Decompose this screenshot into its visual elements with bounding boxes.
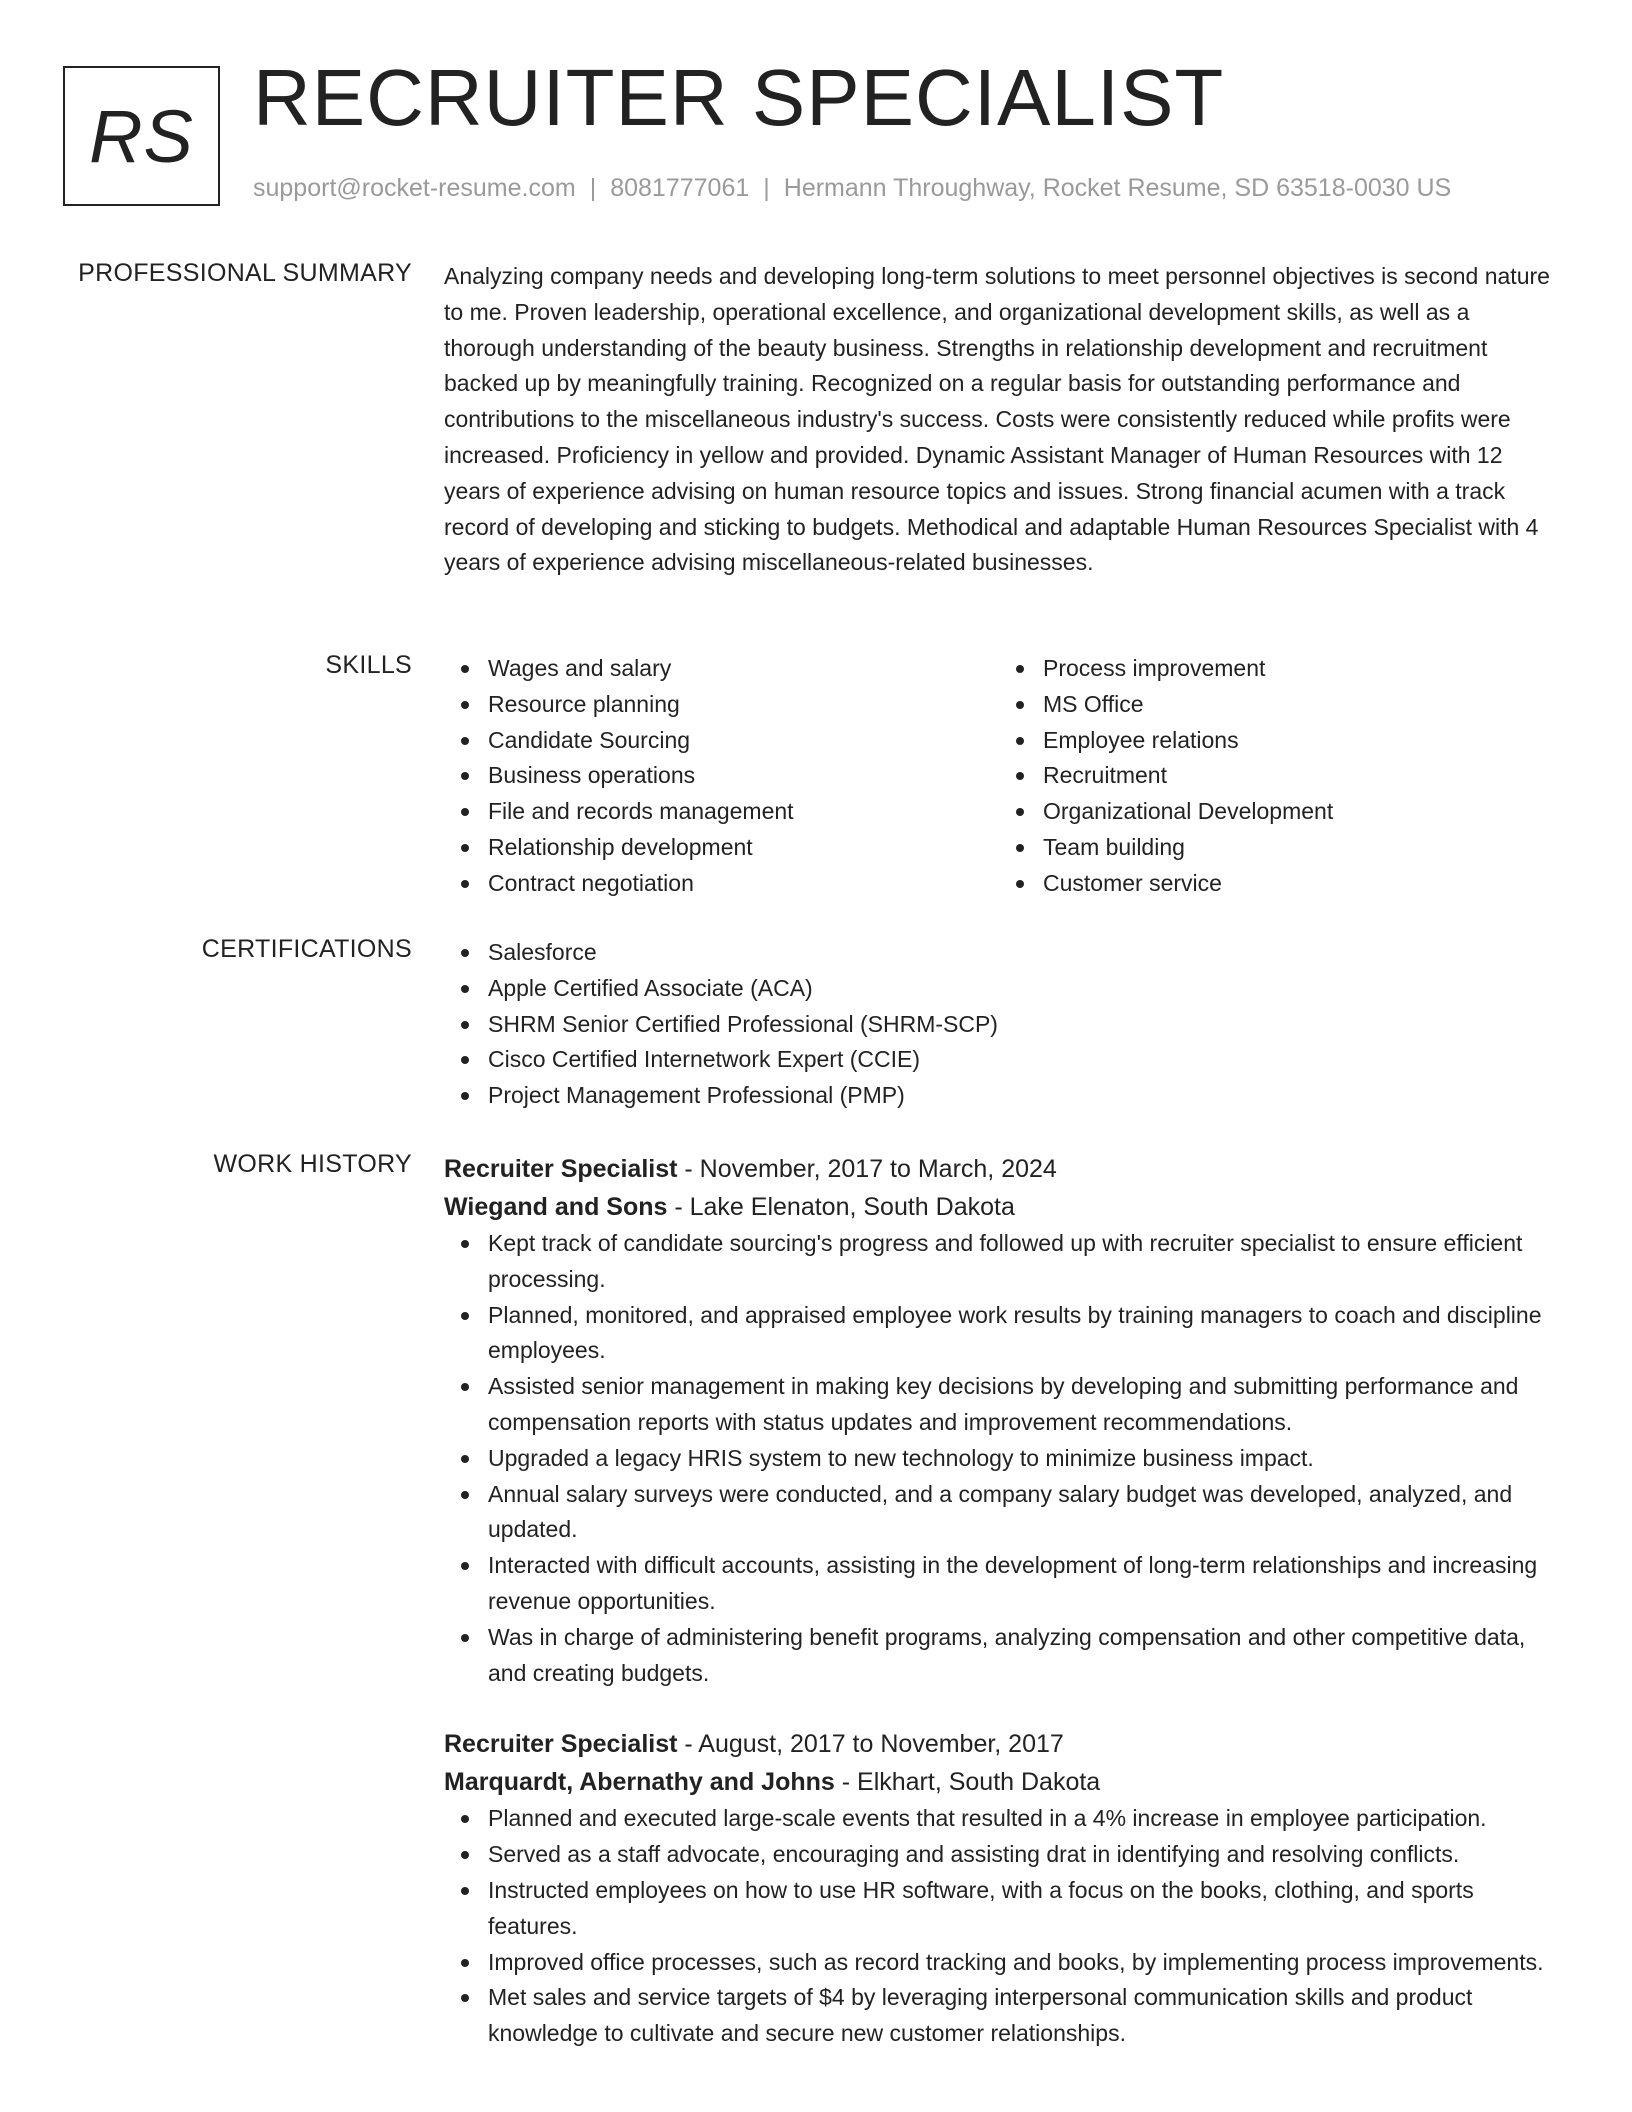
skills-columns [444,651,1554,902]
job-title: Recruiter Specialist [444,1730,678,1759]
certifications-heading: CERTIFICATIONS [201,935,412,963]
job-duty: Instructed employees on how to use HR software, with a focus on the books, clothing, and sports features. [488,1873,1554,1945]
candidate-name: RECRUITER SPECIALIST [253,53,1225,142]
skill-item: Recruitment [1043,758,1554,794]
certification-item: Project Management Professional (PMP) [488,1078,1554,1114]
job-entry [444,1725,1554,2052]
job-dates: - August, 2017 to November, 2017 [677,1730,1064,1759]
summary-heading: PROFESSIONAL SUMMARY [78,259,412,287]
job-company-line [444,1188,1554,1226]
certification-item: Cisco Certified Internetwork Expert (CCIE) [488,1042,1554,1078]
certifications-list [444,935,1554,1114]
job-company: Wiegand and Sons [444,1193,668,1221]
job-location: - Lake Elenaton, South Dakota [667,1193,1015,1221]
contact-line [253,174,1451,203]
skills-list-left [444,651,999,902]
job-duty: Upgraded a legacy HRIS system to new technology to minimize business impact. [488,1441,1554,1477]
work-history-heading: WORK HISTORY [213,1150,412,1178]
skill-item: MS Office [1043,687,1554,723]
contact-separator: | [763,174,770,202]
contact-address: Hermann Throughway, Rocket Resume, SD 63518-0030 US [783,174,1452,202]
job-duties-list [444,1801,1554,2052]
job-company-line [444,1763,1554,1801]
skills-list-right [999,651,1554,902]
skill-item: Organizational Development [1043,794,1554,830]
skill-item: Employee relations [1043,723,1554,759]
job-duty: Planned and executed large-scale events that resulted in a 4% increase in employee participation. [488,1801,1554,1837]
skills-heading: SKILLS [325,651,412,679]
job-duty: Annual salary surveys were conducted, and a company salary budget was developed, analyzed, and updated. [488,1477,1554,1549]
skill-item: Resource planning [488,687,999,723]
skill-item: Customer service [1043,866,1554,902]
job-duty: Kept track of candidate sourcing's progress and followed up with recruiter specialist to ensure efficient processing. [488,1226,1554,1298]
job-title: Recruiter Specialist [444,1155,678,1183]
job-title-line [444,1150,1554,1188]
contact-separator: | [589,174,597,202]
job-dates: - November, 2017 to March, 2024 [677,1155,1057,1183]
job-duty: Improved office processes, such as record tracking and books, by implementing process improvements. [488,1945,1554,1981]
contact-email: support@rocket-resume.com [253,174,576,202]
job-duty: Was in charge of administering benefit programs, analyzing compensation and other competitive data, and creating budgets. [488,1620,1554,1692]
job-location: - Elkhart, South Dakota [834,1768,1101,1797]
certifications-body [444,935,1554,1114]
skill-item: Candidate Sourcing [488,723,999,759]
skill-item: Contract negotiation [488,866,999,902]
job-duty: Served as a staff advocate, encouraging and assisting drat in identifying and resolving conflicts. [488,1837,1554,1873]
monogram-logo: RS [63,66,220,206]
skill-item: Wages and salary [488,651,999,687]
skill-item: Relationship development [488,830,999,866]
skill-item: Business operations [488,758,999,794]
work-history-body [444,1150,1554,2052]
job-duty: Assisted senior management in making key decisions by developing and submitting performance and compensation reports with status updates and improvement recommendations. [488,1369,1554,1441]
job-duty: Met sales and service targets of $4 by leveraging interpersonal communication skills and product knowledge to cultivate and secure new customer relationships. [488,1980,1554,2052]
job-duty: Interacted with difficult accounts, assisting in the development of long-term relationships and increasing revenue opportunities. [488,1548,1554,1620]
summary-body [444,259,1554,581]
contact-phone: 8081777061 [610,174,750,202]
skill-item: Process improvement [1043,651,1554,687]
summary-text: Analyzing company needs and developing long-term solutions to meet personnel objectives is second nature to me. Proven leadership, operational excellence, and organizational development skills, as well as a thorough understanding of the beauty business. Strengths in relationship development and recruitment backed up by meaningfully training. Recognized on a regular basis for outstanding performance and contributions to the miscellaneous industry's success. Costs were consistently reduced while profits were increased. Proficiency in yellow and provided. Dynamic Assistant Manager of Human Resources with 12 years of experience advising on human resource topics and issues. Strong financial acumen with a track record of developing and sticking to budgets. Methodical and adaptable Human Resources Specialist with 4 years of experience advising miscellaneous-related businesses. [444,263,1550,576]
job-duties-list [444,1226,1554,1691]
certification-item: Salesforce [488,935,1554,971]
job-entry [444,1150,1554,1691]
job-title-line [444,1725,1554,1763]
skill-item: File and records management [488,794,999,830]
job-company: Marquardt, Abernathy and Johns [444,1768,835,1797]
certification-item: Apple Certified Associate (ACA) [488,971,1554,1007]
certification-item: SHRM Senior Certified Professional (SHRM-SCP) [488,1007,1554,1043]
skill-item: Team building [1043,830,1554,866]
job-duty: Planned, monitored, and appraised employee work results by training managers to coach and discipline employees. [488,1298,1554,1370]
resume-header [0,0,1632,230]
